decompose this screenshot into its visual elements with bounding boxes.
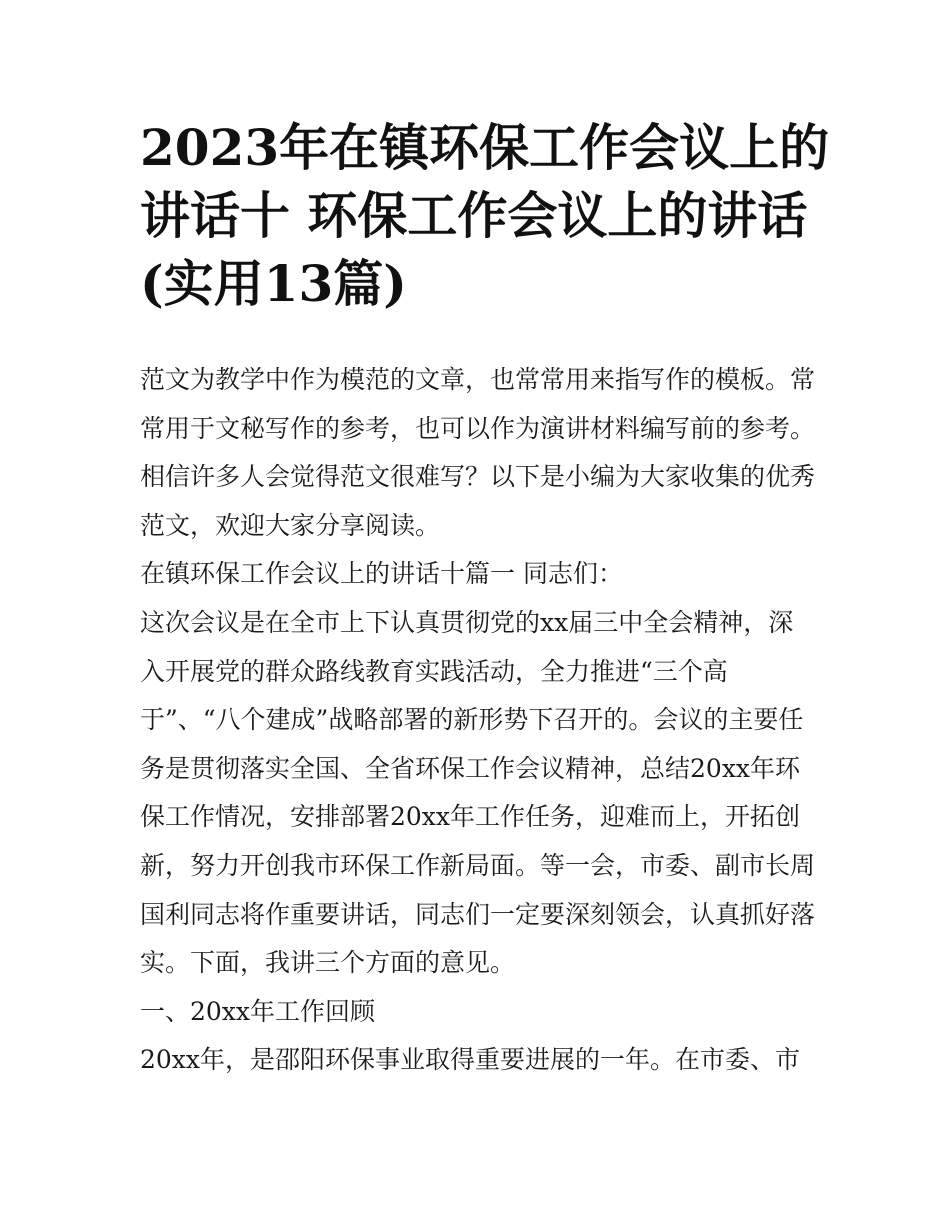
body-line: 国利同志将作重要讲话，同志们一定要深刻领会，认真抓好落 bbox=[140, 899, 816, 929]
body-line: 入开展党的群众路线教育实践活动，全力推进“三个高 bbox=[140, 656, 728, 686]
body-line: 范文，欢迎大家分享阅读。 bbox=[140, 510, 441, 540]
section-intro-line: 在镇环保工作会议上的讲话十篇一 同志们： bbox=[140, 559, 623, 589]
body-line: 相信许多人会觉得范文很难写？以下是小编为大家收集的优秀 bbox=[140, 462, 816, 492]
title-line: 讲话十 环保工作会议上的讲话 bbox=[140, 186, 808, 245]
document-title bbox=[140, 114, 830, 318]
body-line: 这次会议是在全市上下认真贯彻党的xx届三中全会精神，深 bbox=[140, 607, 794, 637]
title-line: (实用13篇) bbox=[140, 254, 407, 313]
section-heading: 一、20xx年工作回顾 bbox=[140, 996, 376, 1026]
body-line: 范文为教学中作为模范的文章，也常常用来指写作的模板。常 bbox=[140, 365, 816, 394]
body-line: 20xx年，是邵阳环保事业取得重要进展的一年。在市委、市 bbox=[140, 1045, 801, 1075]
document-body bbox=[140, 356, 820, 1085]
body-line: 新，努力开创我市环保工作新局面。等一会，市委、副市长周 bbox=[140, 850, 816, 880]
title-line: 2023年在镇环保工作会议上的 bbox=[140, 118, 830, 177]
body-line: 保工作情况，安排部署20xx年工作任务，迎难而上，开拓创 bbox=[140, 802, 801, 832]
body-line: 常用于文秘写作的参考，也可以作为演讲材料编写前的参考。 bbox=[140, 413, 816, 443]
body-line: 于”、“八个建成”战略部署的新形势下召开的。会议的主要任 bbox=[140, 705, 804, 735]
body-line: 实。下面，我讲三个方面的意见。 bbox=[140, 948, 516, 978]
body-line: 务是贯彻落实全国、全省环保工作会议精神，总结20xx年环 bbox=[140, 753, 801, 783]
